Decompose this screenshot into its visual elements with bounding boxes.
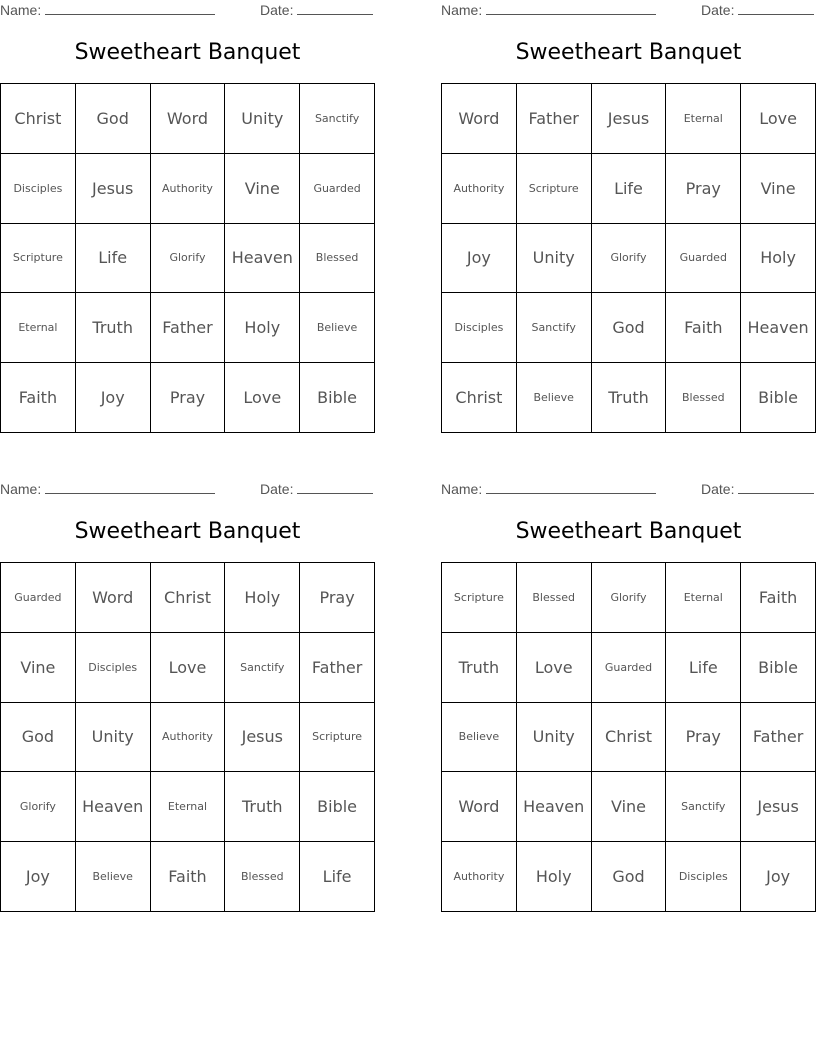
name-label: Name:: [0, 481, 42, 497]
name-label: Name:: [441, 481, 483, 497]
date-label: Date:: [260, 481, 294, 497]
bingo-cell: Jesus: [592, 84, 667, 154]
bingo-cell: Authority: [442, 842, 517, 912]
bingo-card-3: [0, 479, 375, 914]
bingo-cell: Word: [442, 772, 517, 842]
bingo-cell: Holy: [741, 224, 816, 294]
bingo-cell: Scripture: [517, 154, 592, 224]
bingo-cell: Sanctify: [517, 293, 592, 363]
bingo-cell: Word: [151, 84, 226, 154]
bingo-card-2: [441, 0, 816, 435]
bingo-cell: Eternal: [666, 563, 741, 633]
name-blank-line: [45, 481, 215, 494]
bingo-cell: Glorify: [151, 224, 226, 294]
name-field: [0, 2, 215, 18]
card-title: Sweetheart Banquet: [74, 40, 301, 65]
bingo-cell: Disciples: [666, 842, 741, 912]
bingo-card-1: [0, 0, 375, 435]
name-label: Name:: [441, 2, 483, 18]
date-blank-line: [297, 2, 373, 15]
bingo-grid: [441, 83, 816, 433]
bingo-cell: Unity: [225, 84, 300, 154]
date-field: [701, 481, 814, 497]
bingo-cell: God: [592, 842, 667, 912]
bingo-cell: Life: [592, 154, 667, 224]
date-field: [701, 2, 814, 18]
bingo-cell: Christ: [1, 84, 76, 154]
bingo-cell: Father: [300, 633, 375, 703]
bingo-cell: Love: [225, 363, 300, 433]
bingo-cell: Truth: [592, 363, 667, 433]
bingo-cell: Unity: [517, 703, 592, 773]
name-field: [441, 2, 656, 18]
bingo-cell: Unity: [517, 224, 592, 294]
card-header: [441, 479, 816, 499]
bingo-cell: Jesus: [741, 772, 816, 842]
bingo-cell: Faith: [1, 363, 76, 433]
bingo-cell: Glorify: [592, 224, 667, 294]
bingo-cell: Truth: [442, 633, 517, 703]
bingo-cell: Pray: [151, 363, 226, 433]
bingo-cell: Truth: [76, 293, 151, 363]
bingo-cell: Disciples: [442, 293, 517, 363]
name-blank-line: [45, 2, 215, 15]
bingo-cell: Heaven: [517, 772, 592, 842]
bingo-cell: Pray: [666, 154, 741, 224]
bingo-cell: Sanctify: [300, 84, 375, 154]
bingo-cell: Sanctify: [225, 633, 300, 703]
date-blank-line: [738, 2, 814, 15]
bingo-cell: Disciples: [1, 154, 76, 224]
bingo-cell: Truth: [225, 772, 300, 842]
bingo-cell: Vine: [592, 772, 667, 842]
bingo-cell: God: [76, 84, 151, 154]
card-header: [441, 0, 816, 20]
bingo-cell: Guarded: [300, 154, 375, 224]
card-title: Sweetheart Banquet: [515, 519, 742, 544]
bingo-cell: Guarded: [592, 633, 667, 703]
bingo-cell: Vine: [225, 154, 300, 224]
card-title: Sweetheart Banquet: [74, 519, 301, 544]
bingo-grid: [0, 562, 375, 912]
name-field: [441, 481, 656, 497]
bingo-cell: Unity: [76, 703, 151, 773]
date-field: [260, 2, 373, 18]
bingo-cell: Believe: [442, 703, 517, 773]
date-blank-line: [738, 481, 814, 494]
bingo-cell: Joy: [741, 842, 816, 912]
bingo-cell: Believe: [517, 363, 592, 433]
bingo-cell: Eternal: [666, 84, 741, 154]
bingo-cell: Disciples: [76, 633, 151, 703]
bingo-cell: Holy: [225, 293, 300, 363]
bingo-cell: Blessed: [666, 363, 741, 433]
bingo-cell: Joy: [442, 224, 517, 294]
bingo-cell: Life: [300, 842, 375, 912]
bingo-cell: Life: [666, 633, 741, 703]
bingo-cell: Scripture: [300, 703, 375, 773]
bingo-grid: [0, 83, 375, 433]
bingo-cell: Believe: [300, 293, 375, 363]
bingo-cell: Guarded: [666, 224, 741, 294]
bingo-cell: Faith: [151, 842, 226, 912]
bingo-cell: Jesus: [76, 154, 151, 224]
bingo-cell: Authority: [442, 154, 517, 224]
card-header: [0, 479, 375, 499]
card-title: Sweetheart Banquet: [515, 40, 742, 65]
bingo-cell: Word: [442, 84, 517, 154]
bingo-cell: Heaven: [76, 772, 151, 842]
bingo-cell: Holy: [517, 842, 592, 912]
bingo-cell: Father: [741, 703, 816, 773]
bingo-cell: Love: [517, 633, 592, 703]
bingo-cell: Authority: [151, 154, 226, 224]
bingo-cell: Vine: [741, 154, 816, 224]
bingo-cell: Love: [741, 84, 816, 154]
bingo-cell: Eternal: [1, 293, 76, 363]
bingo-cell: Father: [517, 84, 592, 154]
bingo-cell: Pray: [666, 703, 741, 773]
bingo-cell: Pray: [300, 563, 375, 633]
bingo-cell: Holy: [225, 563, 300, 633]
name-blank-line: [486, 481, 656, 494]
bingo-cell: Bible: [300, 363, 375, 433]
bingo-cell: Vine: [1, 633, 76, 703]
card-header: [0, 0, 375, 20]
bingo-cell: Faith: [741, 563, 816, 633]
bingo-cell: Scripture: [1, 224, 76, 294]
bingo-cell: Guarded: [1, 563, 76, 633]
bingo-grid: [441, 562, 816, 912]
bingo-cell: God: [592, 293, 667, 363]
bingo-cell: Christ: [592, 703, 667, 773]
bingo-cell: Christ: [151, 563, 226, 633]
bingo-cell: Joy: [1, 842, 76, 912]
bingo-cell: Word: [76, 563, 151, 633]
bingo-cell: Father: [151, 293, 226, 363]
date-field: [260, 481, 373, 497]
bingo-cell: Eternal: [151, 772, 226, 842]
bingo-cell: Sanctify: [666, 772, 741, 842]
date-label: Date:: [701, 481, 735, 497]
name-label: Name:: [0, 2, 42, 18]
bingo-cell: Heaven: [741, 293, 816, 363]
bingo-cell: Faith: [666, 293, 741, 363]
bingo-cell: Scripture: [442, 563, 517, 633]
bingo-cell: Believe: [76, 842, 151, 912]
bingo-cell: Heaven: [225, 224, 300, 294]
bingo-cell: Love: [151, 633, 226, 703]
bingo-cell: Bible: [741, 633, 816, 703]
bingo-cell: Blessed: [517, 563, 592, 633]
bingo-cell: Authority: [151, 703, 226, 773]
bingo-card-4: [441, 479, 816, 914]
bingo-cell: Blessed: [300, 224, 375, 294]
bingo-cell: Christ: [442, 363, 517, 433]
date-label: Date:: [260, 2, 294, 18]
bingo-cell: Blessed: [225, 842, 300, 912]
bingo-cell: Bible: [300, 772, 375, 842]
bingo-cell: Bible: [741, 363, 816, 433]
bingo-cell: Joy: [76, 363, 151, 433]
bingo-cell: Glorify: [1, 772, 76, 842]
name-field: [0, 481, 215, 497]
bingo-cell: God: [1, 703, 76, 773]
date-blank-line: [297, 481, 373, 494]
bingo-cell: Life: [76, 224, 151, 294]
date-label: Date:: [701, 2, 735, 18]
bingo-cell: Glorify: [592, 563, 667, 633]
bingo-cell: Jesus: [225, 703, 300, 773]
name-blank-line: [486, 2, 656, 15]
